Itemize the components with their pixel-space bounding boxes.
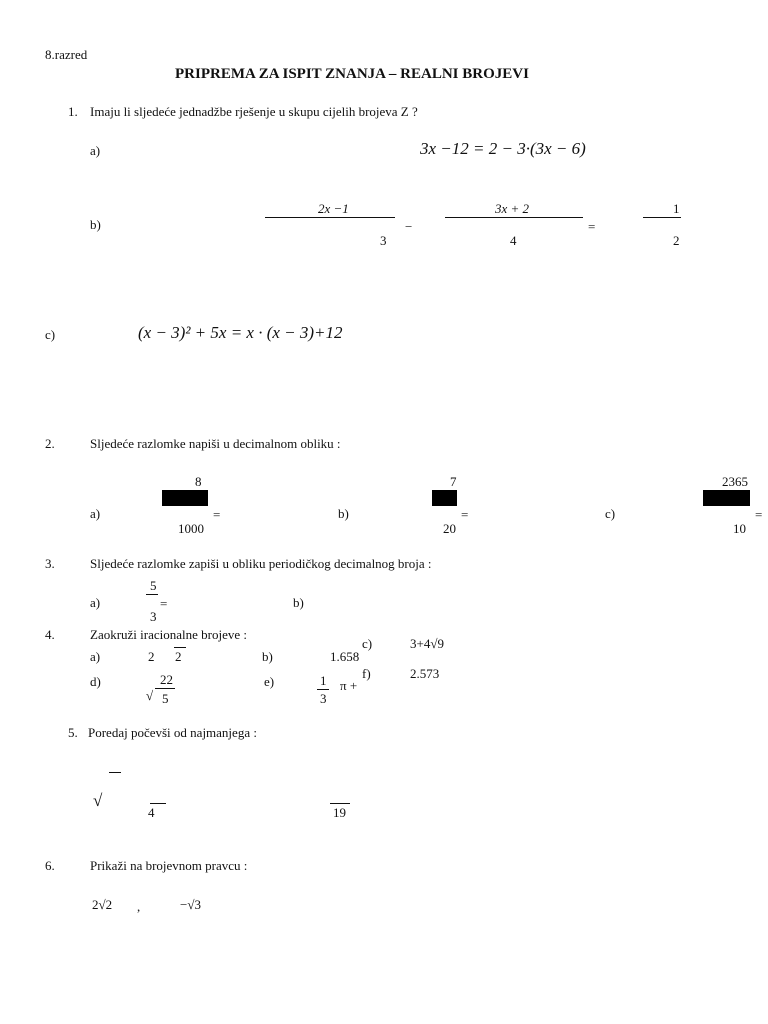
q4-a-value-2: 2 (175, 649, 182, 664)
q2-a-label: a) (90, 506, 101, 521)
q1-b-fraction1-bar (265, 217, 395, 218)
q4-f-label: f) (362, 666, 371, 681)
q1-b-fraction3-bar (643, 217, 681, 218)
q4-c-value: 3+4√9 (410, 636, 444, 651)
q4-e-denominator: 3 (320, 691, 327, 706)
q4-d-sqrt-bar (155, 688, 175, 689)
q1-b-label: b) (90, 217, 101, 232)
grade-label: 8.razred (45, 47, 88, 62)
q2-c-redaction (703, 490, 750, 506)
q6-text: Prikaži na brojevnom pravcu : (90, 858, 248, 873)
q4-a-overline (174, 647, 186, 648)
q5-text: Poredaj počevši od najmanjega : (88, 725, 257, 740)
q4-a-label: a) (90, 649, 101, 664)
q4-e-bar (317, 689, 329, 690)
q1-c-equation: (x − 3)² + 5x = x · (x − 3)+12 (138, 323, 343, 342)
q2-a-numerator: 8 (195, 474, 202, 489)
q1-text: Imaju li sljedeće jednadžbe rješenje u skupu cijelih brojeva Z ? (90, 104, 418, 119)
q3-a-denominator: 3 (150, 609, 157, 624)
q3-a-equals: = (160, 596, 168, 611)
q5-value-1-bar (150, 803, 166, 804)
q1-b-fraction2-bar (445, 217, 583, 218)
q6-number: 6. (45, 858, 55, 873)
q3-text: Sljedeće razlomke zapiši u obliku periodičkog decimalnog broja : (90, 556, 432, 571)
q2-c-equals: = (755, 507, 763, 522)
q5-value-2-bar (330, 803, 350, 804)
q2-text: Sljedeće razlomke napiši u decimalnom obliku : (90, 436, 341, 451)
q1-b-fraction1-denominator: 3 (380, 233, 387, 248)
q4-b-label: b) (262, 649, 273, 664)
q5-sqrt-icon: √ (93, 791, 103, 810)
q1-b-fraction2-denominator: 4 (510, 233, 517, 248)
q2-b-denominator: 20 (443, 521, 456, 536)
q4-d-label: d) (90, 674, 101, 689)
q4-d-sqrt-icon: √ (146, 688, 154, 703)
q3-b-label: b) (293, 595, 304, 610)
q5-value-2: 19 (333, 805, 346, 820)
q4-d-numerator: 22 (160, 672, 173, 687)
q2-a-equals: = (213, 507, 221, 522)
q4-number: 4. (45, 627, 55, 642)
q1-a-equation: 3x −12 = 2 − 3·(3x − 6) (420, 139, 586, 158)
q4-e-numerator: 1 (320, 673, 327, 688)
page-title: PRIPREMA ZA ISPIT ZNANJA – REALNI BROJEVI (175, 66, 529, 82)
q2-a-denominator: 1000 (178, 521, 204, 536)
q6-value-2: −√3 (180, 897, 201, 912)
q6-value-1: 2√2 (92, 897, 113, 912)
q5-number: 5. (68, 725, 78, 740)
q1-b-fraction2-numerator: 3x + 2 (495, 201, 530, 216)
q4-e-tail: π + (340, 678, 358, 693)
q5-overline (109, 772, 121, 773)
q4-e-label: e) (264, 674, 275, 689)
q1-a-label: a) (90, 143, 101, 158)
q4-text: Zaokruži iracionalne brojeve : (90, 627, 248, 642)
q4-a-value-1: 2 (148, 649, 155, 664)
q3-a-label: a) (90, 595, 101, 610)
q2-b-equals: = (461, 507, 469, 522)
q4-f-value: 2.573 (410, 666, 440, 681)
q3-a-bar (146, 594, 158, 595)
q3-a-numerator: 5 (150, 578, 157, 593)
q6-separator: , (137, 899, 141, 914)
q1-b-fraction3-numerator: 1 (673, 201, 680, 216)
q2-b-label: b) (338, 506, 349, 521)
q2-c-denominator: 10 (733, 521, 746, 536)
q5-value-1: 4 (148, 805, 155, 820)
q2-a-redaction (162, 490, 208, 506)
q3-number: 3. (45, 556, 55, 571)
q4-d-denominator: 5 (162, 691, 169, 706)
q1-c-label: c) (45, 327, 56, 342)
q4-c-label: c) (362, 636, 373, 651)
q1-number: 1. (68, 104, 78, 119)
q1-b-fraction3-denominator: 2 (673, 233, 680, 248)
q4-b-value: 1.658 (330, 649, 360, 664)
q2-c-label: c) (605, 506, 616, 521)
q2-c-numerator: 2365 (722, 474, 748, 489)
q1-b-fraction1-numerator: 2x −1 (318, 201, 349, 216)
q2-b-redaction (432, 490, 457, 506)
q2-b-numerator: 7 (450, 474, 457, 489)
q1-b-equals: = (588, 219, 596, 234)
q1-b-minus: − (405, 219, 413, 234)
q2-number: 2. (45, 436, 55, 451)
